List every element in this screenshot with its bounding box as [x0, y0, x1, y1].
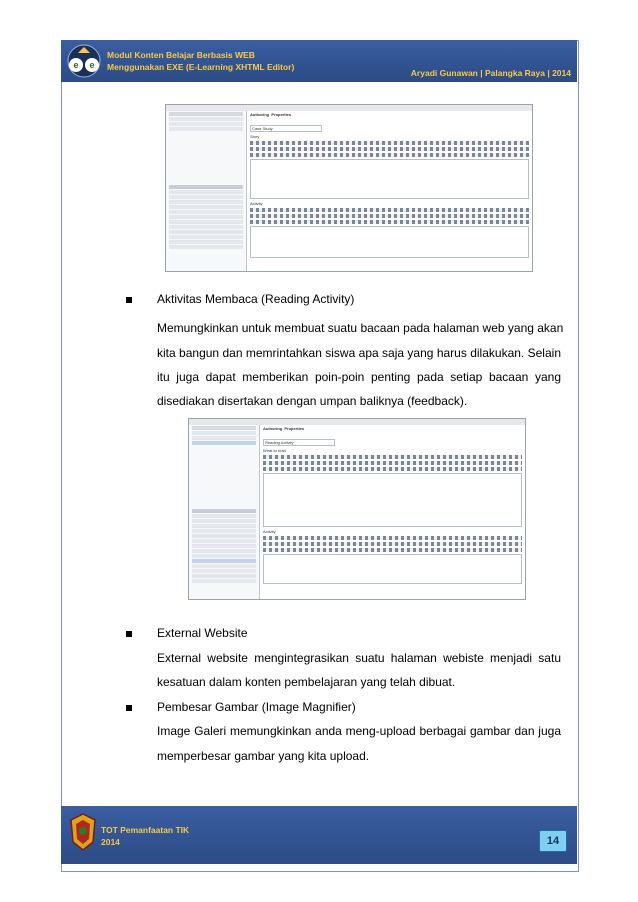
header-banner	[61, 40, 577, 82]
logo-letter-right: e	[89, 60, 95, 70]
tab-authoring[interactable]: Authoring	[263, 426, 283, 431]
title-field-value: Reading Activity	[265, 440, 294, 445]
paragraph-line: External website mengintegrasikan suatu halaman webiste menjadi satu	[157, 651, 561, 665]
paragraph-line: kita bangun dan memrintahkan siswa apa saja yang harus dilakukan. Selain	[157, 346, 561, 360]
logo-letter-left: e	[73, 60, 79, 70]
footer-line2: 2014	[101, 837, 120, 847]
bullet	[126, 297, 132, 303]
paragraph-line: memperbesar gambar yang kita upload.	[157, 749, 370, 763]
exe-logo	[64, 43, 104, 79]
tab-authoring[interactable]: Authoring	[250, 112, 270, 117]
header-title-line1: Modul Konten Belajar Berbasis WEB	[107, 50, 255, 60]
paragraph-line: Image Galeri memungkinkan anda meng-upload berbagai gambar dan juga	[157, 724, 561, 738]
what-to-read-label: What to read	[263, 448, 286, 453]
activity-label: Activity	[250, 201, 263, 206]
screenshot-reading-activity-editor	[188, 418, 526, 600]
section-title-reading-activity: Aktivitas Membaca (Reading Activity)	[157, 292, 355, 306]
paragraph-line: kesatuan dalam konten pembelajaran yang telah dibuat.	[157, 675, 456, 689]
editor-panel	[247, 111, 532, 271]
outline-panel	[189, 425, 260, 599]
paragraph-line: disediakan disertakan dengan umpan baliknya (feedback).	[157, 394, 468, 408]
editor-panel	[260, 425, 525, 599]
tab-properties[interactable]: Properties	[284, 426, 305, 431]
paragraph-line: Memungkinkan untuk membuat suatu bacaan pada halaman web yang akan	[157, 321, 564, 335]
header-author: Aryadi Gunawan | Palangka Raya | 2014	[410, 68, 571, 78]
title-field-value: Case Study	[252, 126, 273, 131]
activity-label: Activity	[263, 529, 276, 534]
section-title-image-magnifier: Pembesar Gambar (Image Magnifier)	[157, 700, 356, 714]
bullet	[126, 705, 132, 711]
story-label: Story	[250, 134, 260, 139]
footer-line1: TOT Pemanfaatan TIK	[101, 825, 190, 835]
header-title-line2: Menggunakan EXE (E-Learning XHTML Editor)	[107, 62, 295, 72]
screenshot-case-study-editor	[165, 104, 533, 272]
outline-panel	[166, 111, 247, 271]
section-title-external-website: External Website	[157, 626, 248, 640]
paragraph-line: itu juga dapat memberikan poin-poin penting pada setiap bacaan yang	[157, 370, 561, 384]
page-number-badge: 14	[539, 830, 567, 852]
bullet	[126, 631, 132, 637]
footer-banner	[61, 806, 577, 864]
emblem-icon	[69, 812, 97, 852]
tab-properties[interactable]: Properties	[271, 112, 292, 117]
